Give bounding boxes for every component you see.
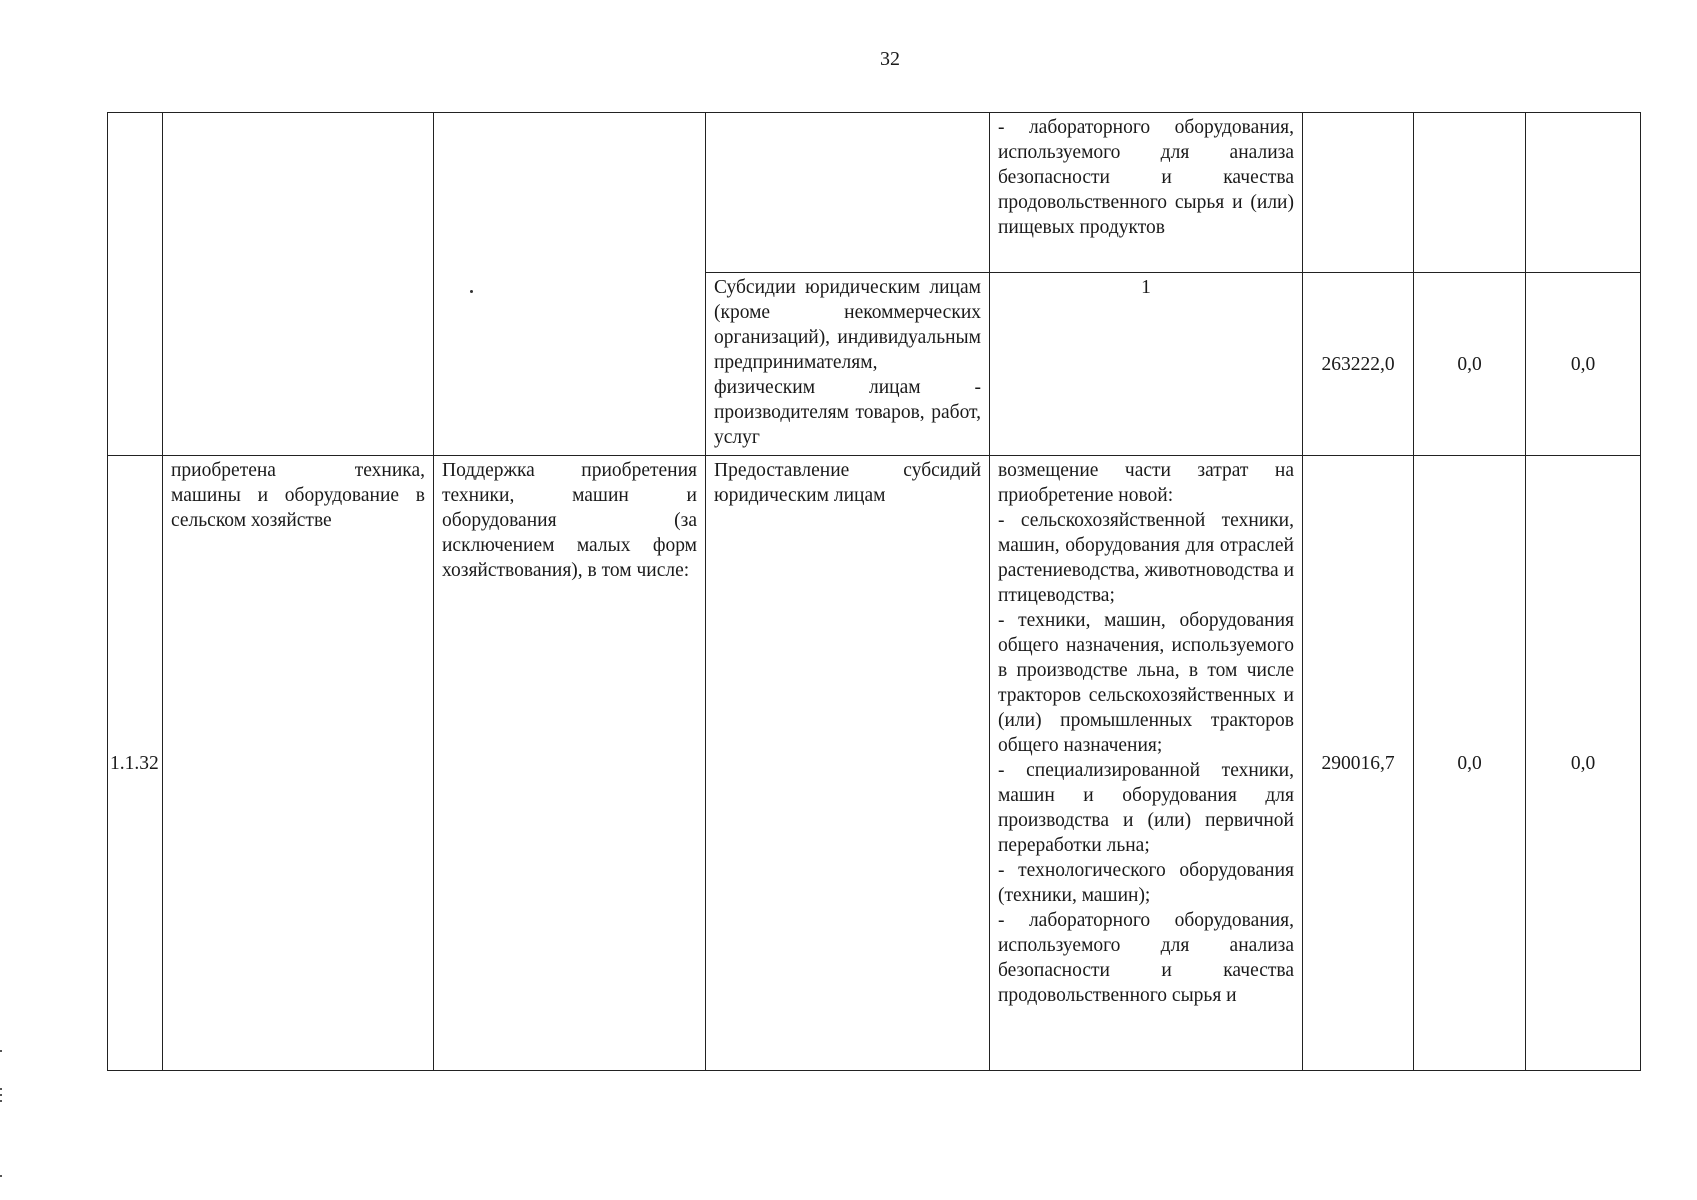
cell-funding-empty [706, 113, 990, 273]
cell-amount-empty [1414, 113, 1526, 273]
cell-result-empty [163, 113, 434, 456]
scan-edge-marks [0, 1050, 3, 1180]
purpose-line: - специализированной техники, машин и оборудования для производства и (или) первичной переработки льна; [998, 760, 1294, 856]
purpose-line: - технологического оборудования (техники, машин); [998, 860, 1294, 906]
cell-result: приобретена техника, машины и оборудование в сельском хозяйстве [163, 456, 434, 1071]
cell-number: 1.1.32 [108, 456, 163, 1071]
cell-measure-empty [434, 113, 706, 456]
scan-dot [470, 290, 473, 293]
cell-amount: 0,0 [1414, 273, 1526, 456]
cell-amount: 290016,7 [1303, 456, 1414, 1071]
cell-amount: 0,0 [1526, 273, 1641, 456]
cell-amount-empty [1303, 113, 1414, 273]
cell-amount: 0,0 [1526, 456, 1641, 1071]
purpose-line: - техники, машин, оборудования общего назначения, используемого в производстве льна, в том числе тракторов сельскохозяйственных и (или) промышленных тракторов общего назначения; [998, 610, 1294, 756]
purpose-line: - лабораторного оборудования, используемого для анализа безопасности и качества продовольственного сырья и [998, 910, 1294, 1006]
cell-purpose-list [990, 456, 1303, 1071]
cell-amount: 0,0 [1414, 456, 1526, 1071]
cell-amount: 263222,0 [1303, 273, 1414, 456]
cell-funding-type: Предоставление субсидий юридическим лицам [706, 456, 990, 1071]
table-row [108, 113, 1641, 273]
cell-measure: Поддержка приобретения техники, машин и оборудования (за исключением малых форм хозяйствования), в том числе: [434, 456, 706, 1071]
table-row [108, 456, 1641, 1071]
cell-amount-empty [1526, 113, 1641, 273]
cell-number-empty [108, 113, 163, 456]
purpose-line: - сельскохозяйственной техники, машин, оборудования для отраслей растениеводства, животноводства и птицеводства; [998, 510, 1294, 606]
cell-purpose: 1 [990, 273, 1303, 456]
purpose-line: возмещение части затрат на приобретение новой: [998, 460, 1294, 506]
program-table [107, 112, 1641, 1071]
cell-purpose: - лабораторного оборудования, используемого для анализа безопасности и качества продовольственного сырья и (или) пищевых продуктов [990, 113, 1303, 273]
page-number: 32 [880, 48, 900, 70]
cell-funding-type: Субсидии юридическим лицам (кроме некоммерческих организаций), индивидуальным предпринимателям, физическим лицам - производителям товаров, работ, услуг [706, 273, 990, 456]
